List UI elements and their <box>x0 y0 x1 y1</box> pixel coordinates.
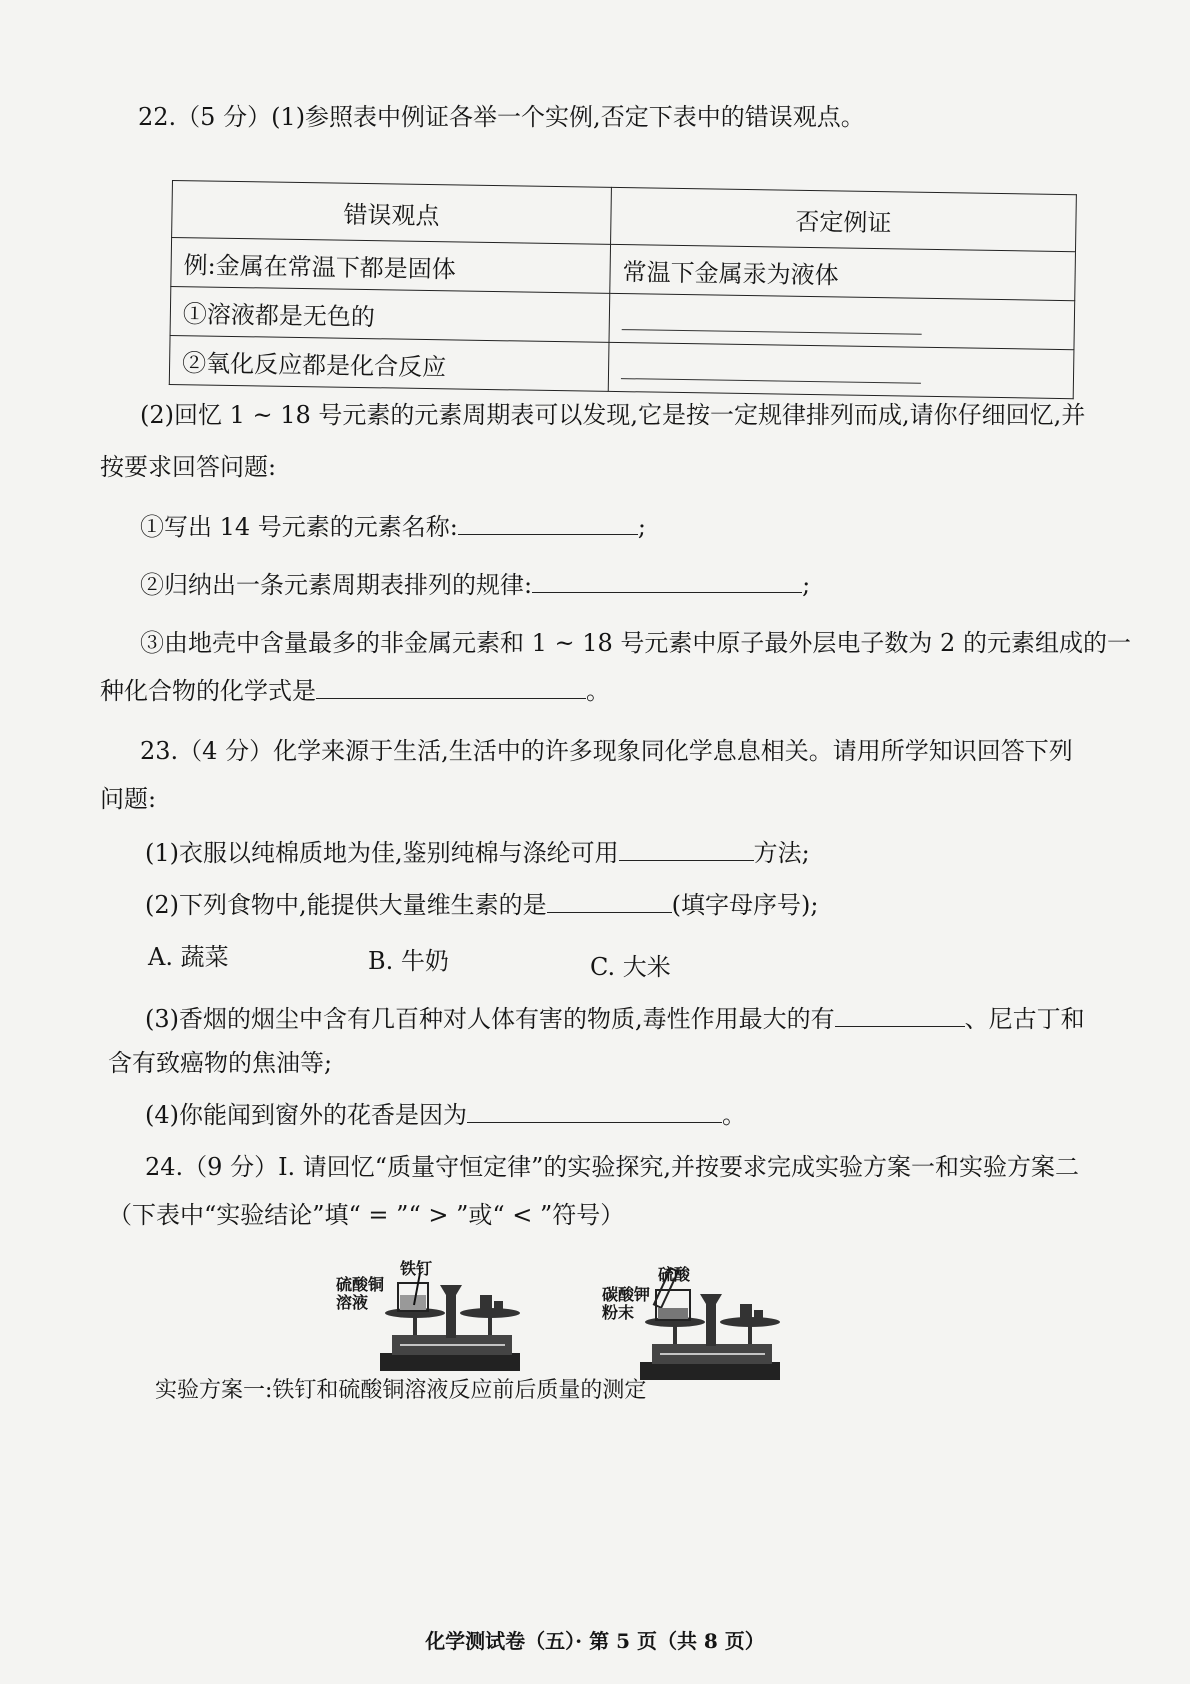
q22-part2-line1: (2)回忆 1 ~ 18 号元素的元素周期表可以发现,它是按一定规律排列而成,请你仔细回忆,并 <box>140 401 1086 429</box>
q22-sub3-line1: ③由地壳中含量最多的非金属元素和 1 ~ 18 号元素中原子最外层电子数为 2 的元素组成的一 <box>140 629 1131 657</box>
label-nail: 铁钉 <box>400 1259 433 1278</box>
q23-sub1-end: 方法; <box>753 839 810 867</box>
answer-blank[interactable] <box>621 378 921 384</box>
q23-sub1-text: (1)衣服以纯棉质地为佳,鉴别纯棉与涤纶可用 <box>145 839 619 867</box>
q23-sub4-end: 。 <box>722 1101 746 1129</box>
q23-sub4-text: (4)你能闻到窗外的花香是因为 <box>145 1101 467 1129</box>
label-copper-sulfate: 硫酸铜 <box>336 1275 385 1294</box>
option-c: C. 大米 <box>590 953 671 981</box>
q22-part2-line2: 按要求回答问题: <box>100 453 277 481</box>
answer-blank[interactable] <box>458 512 638 535</box>
option-b: B. 牛奶 <box>368 947 449 975</box>
q23-intro-line1: 23.（4 分）化学来源于生活,生活中的许多现象同化学息息相关。请用所学知识回答下列 <box>140 737 1073 765</box>
label-solution: 溶液 <box>336 1293 369 1312</box>
table-cell-refute: 常温下金属汞为液体 <box>610 244 1076 300</box>
answer-cell[interactable] <box>608 342 1074 398</box>
q22-intro: 22.（5 分）(1)参照表中例证各举一个实例,否定下表中的错误观点。 <box>138 103 865 131</box>
q23-sub2-text: (2)下列食物中,能提供大量维生素的是 <box>145 891 547 919</box>
answer-blank[interactable] <box>622 329 922 335</box>
q23-sub3-line2: 含有致癌物的焦油等; <box>108 1049 333 1077</box>
label-acid: 硫酸 <box>658 1265 691 1284</box>
q23-sub3-text: (3)香烟的烟尘中含有几百种对人体有害的物质,毒性作用最大的有 <box>145 1005 835 1033</box>
table-cell-view: ①溶液都是无色的 <box>170 286 610 342</box>
q22-sub3-line2 <box>100 676 610 706</box>
q22-sub2 <box>140 570 810 600</box>
option-a: A. 蔬菜 <box>148 943 229 971</box>
q22-sub1-text: ①写出 14 号元素的元素名称: <box>140 513 458 541</box>
q22-sub2-text: ②归纳出一条元素周期表排列的规律: <box>140 571 533 599</box>
page-footer: 化学测试卷（五）· 第 5 页（共 8 页） <box>425 1629 765 1653</box>
table-header-refute: 否定例证 <box>611 187 1077 251</box>
q23-sub3-line1 <box>145 1004 1085 1034</box>
q22-sub3-end: 。 <box>586 677 610 705</box>
answer-cell[interactable] <box>609 293 1075 349</box>
label-powder: 粉末 <box>602 1303 635 1322</box>
answer-blank[interactable] <box>532 570 802 593</box>
q23-sub2 <box>145 890 818 920</box>
experiment-caption: 实验方案一:铁钉和硫酸铜溶液反应前后质量的测定 <box>155 1378 647 1403</box>
q22-sub1-end: ; <box>637 513 646 541</box>
answer-blank[interactable] <box>619 838 754 861</box>
q22-table <box>169 180 1077 399</box>
q22-sub1 <box>140 512 646 542</box>
q24-intro-line1: 24.（9 分）I. 请回忆“质量守恒定律”的实验探究,并按要求完成实验方案一和实验方案二 <box>145 1153 1079 1181</box>
q23-intro-line2: 问题: <box>100 785 157 813</box>
label-potassium-carbonate: 碳酸钾 <box>602 1285 651 1304</box>
answer-blank[interactable] <box>547 890 672 913</box>
q24-intro-line2: （下表中“实验结论”填“ = ”“ > ”或“ < ”符号） <box>108 1201 625 1229</box>
q23-sub1 <box>145 838 810 868</box>
q22-sub2-end: ; <box>802 571 811 599</box>
q23-sub4 <box>145 1100 746 1130</box>
table-cell-view: 例:金属在常温下都是固体 <box>171 238 611 294</box>
q23-sub2-end: (填字母序号); <box>671 891 819 919</box>
q22-sub3-text: 种化合物的化学式是 <box>100 677 316 705</box>
answer-blank[interactable] <box>835 1004 965 1027</box>
answer-blank[interactable] <box>316 676 586 699</box>
q23-sub3-mid: 、尼古丁和 <box>964 1005 1085 1033</box>
answer-blank[interactable] <box>467 1100 722 1123</box>
table-header-view: 错误观点 <box>172 181 612 245</box>
table-cell-view: ②氧化反应都是化合反应 <box>169 335 609 391</box>
